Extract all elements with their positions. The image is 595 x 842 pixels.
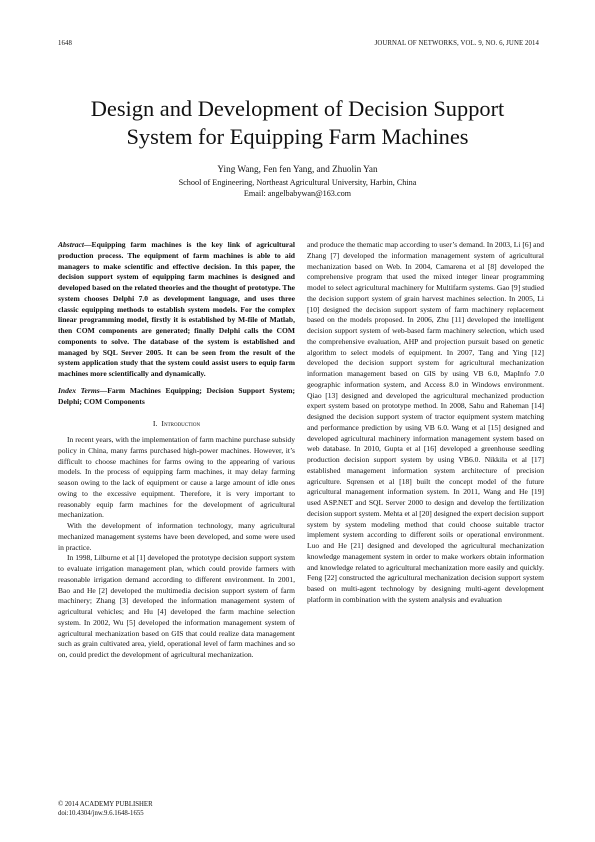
section-title: Introduction bbox=[161, 419, 201, 429]
paper-title bbox=[40, 95, 555, 151]
affiliation: School of Engineering, Northeast Agricultural University, Harbin, China bbox=[178, 178, 417, 187]
right-column bbox=[307, 240, 544, 606]
right-column-text: and produce the thematic map according to user’s demand. In 2003, Li [6] and Zhang [7] developed the information management system of agricultural mechanization based on Web. In 2004, Camarena et al [8] developed the comprehensive program that used the mixed integer linear programming model to select agricultural machinery for Multifarm systems. Gao [9] studied the decision support system of grain harvest machines selection. In 2005, Li [10] designed the decision support system of farm machinery replacement based on the models proposed. In 2006, Zhu [11] developed the intelligent decision support system of web-based farm machinery selection, which used the comprehensive evaluation, AHP and projection pursuit based on genetic algorithm to select models of equipment. In 2007, Tang and Ying [12] developed the decision support system for agricultural mechanization information management based on GIS by using VB 6.0, MapInfo 7.0 geographic information system, and Access 8.0 in Windows environment. Qiao [13] designed and developed the agricultural mechanized production expert system based on prototype method. In 2008, Sahu and Raheman [14] designed the decision support system of tractor equipment system matching and performance prediction by using VB 6.0. Wang et al [15] designed and developed agricultural machinery information management system based on web database. In 2010, Gupta et al [16] developed a greenhouse seedling production decision support system by using VB6.0. Nikkila et al [17] established management information system architecture of precision agriculture. Sqrensen et al [18] built the concept model of the future agricultural management information system. In 2011, Wang and He [19] used ASP.NET and SQL Server 2000 to design and develop the fertilization decision support system. Mehta et al [20] designed the expert decision support system by system modeling method that could choose suitable tractor implement system according to different soils or operational environment. Luo and He [21] designed and developed the agricultural mechanization knowledge management system in order to make workers obtain information and knowledge related to agricultural mechanization more easily and quickly. Feng [22] constructed the agricultural mechanization decision support system based on multi-agent technology by designing multi-agent development platform in combination with the system analysis and evaluation bbox=[307, 240, 544, 604]
intro-paragraph-1: In recent years, with the implementation of farm machine purchase subsidy policy in China, many farms purchased high-power machines. However, it’s difficult to choose machines for farms owing to the appearing of various models. In the process of equipping farm machines, it may delay farming season owing to the lack of equipment or cause a large amount of idle ones owing to the excessive equipment. Therefore, it is very important to reasonably equip farm machines for the development of agricultural mechanization. bbox=[58, 435, 295, 520]
intro-paragraph-2: With the development of information technology, many agricultural mechanized management systems have been developed, and some were used in practice. bbox=[58, 521, 295, 552]
section-heading bbox=[58, 419, 295, 430]
doi: doi:10.4304/jnw.9.6.1648-1655 bbox=[58, 809, 144, 817]
index-terms-label: Index Terms bbox=[58, 385, 100, 395]
index-terms-text: —Farm Machines Equipping; Decision Support System; Delphi; COM Components bbox=[58, 385, 295, 406]
title-line-2: System for Equipping Farm Machines bbox=[126, 124, 469, 149]
abstract-label: Abstract bbox=[58, 240, 84, 249]
email: Email: angelbabywan@163.com bbox=[243, 189, 352, 198]
page-number: 1648 bbox=[58, 40, 72, 47]
abstract-text: —Equipping farm machines is the key link of agricultural production process. The equipment of farm machines is able to aid managers to make scientific and effective decision. In this paper, the decision support system of equipping farm machines is designed and developed based on the related theories and the thought of prototype. The system chooses Delphi 7.0 as development language, and uses three classic equipping methods to establish system models. For the complex linear programming model, firstly it is established by M-file of Matlab, then COM components are generated; finally Delphi calls the COM components to solve. The database of the system is established and managed by SQL Server 2005. It can be seen from the result of the system application study that the system could assist users to equip farm machines more scientifically and dynamically. bbox=[58, 240, 295, 378]
footer bbox=[58, 801, 153, 818]
title-line-1: Design and Development of Decision Support bbox=[90, 96, 505, 121]
left-column bbox=[58, 240, 295, 661]
section-number: I. bbox=[152, 419, 158, 429]
journal-header: JOURNAL OF NETWORKS, VOL. 9, NO. 6, JUNE 2014 bbox=[374, 40, 539, 47]
index-terms bbox=[58, 386, 295, 408]
abstract bbox=[58, 240, 295, 380]
copyright: © 2014 ACADEMY PUBLISHER bbox=[58, 801, 153, 808]
intro-paragraph-3: In 1998, Lilburne et al [1] developed the prototype decision support system to evaluate irrigation management plan, which could provide farmers with reasonable irrigation demand according to different environment. In 2001, Bao and He [2] developed the multimedia decision support system of farm machinery; Zhang [3] developed the information management system of agricultural vehicles; and Hu [4] developed the farm machine selection system. In 2002, Wu [5] developed the information management system of agricultural mechanization based on GIS that could realize data management such as grain cultivated area, yield, operational level of farm machines and so on, could predict the development of agricultural mechanization. bbox=[58, 553, 295, 659]
authors: Ying Wang, Fen fen Yang, and Zhuolin Yan bbox=[217, 164, 378, 174]
